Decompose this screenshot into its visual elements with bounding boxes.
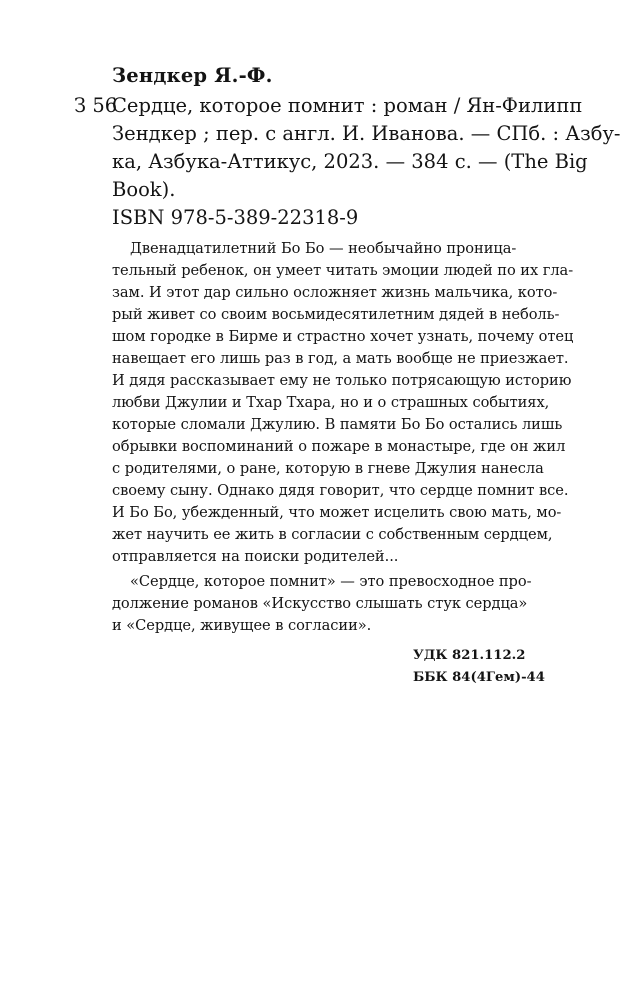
annotation-line: рый живет со своим восьмидесятилетним дядей в неболь- <box>112 306 560 323</box>
annotation-line: должение романов «Искусство слышать стук сердца» <box>112 595 528 612</box>
annotation-line: шом городке в Бирме и страстно хочет узнать, почему отец <box>112 328 574 345</box>
annotation-line: с родителями, о ране, которую в гневе Джулия нанесла <box>112 460 544 477</box>
annotation-line: навещает его лишь раз в год, а мать вообще не приезжает. <box>112 350 569 367</box>
bibliographic-line: ка, Азбука-Аттикус, 2023. — 384 с. — (The Big <box>112 150 588 173</box>
annotation-line: которые сломали Джулию. В памяти Бо Бо остались лишь <box>112 416 563 433</box>
annotation-line: обрывки воспоминаний о пожаре в монастыре, где он жил <box>112 438 566 455</box>
annotation-line: тельный ребенок, он умеет читать эмоции людей по их гла- <box>112 262 574 279</box>
annotation-line: И Бо Бо, убежденный, что может исцелить свою мать, мо- <box>112 504 562 521</box>
bibliographic-line: Book). <box>112 178 176 201</box>
author-mark: З 56 <box>74 94 118 117</box>
isbn: ISBN 978-5-389-22318-9 <box>112 206 359 229</box>
annotation-line: Двенадцатилетний Бо Бо — необычайно проница- <box>130 240 517 257</box>
annotation-line: и «Сердце, живущее в согласии». <box>112 617 372 634</box>
udk-index: УДК 821.112.2 <box>413 648 526 663</box>
annotation-line: «Сердце, которое помнит» — это превосходное про- <box>130 573 532 590</box>
author-heading: Зендкер Я.-Ф. <box>112 64 273 87</box>
bibliographic-line: Сердце, которое помнит : роман / Ян-Филипп <box>112 94 583 117</box>
annotation-line: И дядя рассказывает ему не только потрясающую историю <box>112 372 572 389</box>
annotation-line: отправляется на поиски родителей... <box>112 548 399 565</box>
annotation-line: жет научить ее жить в согласии с собственным сердцем, <box>112 526 553 543</box>
bibliographic-line: Зендкер ; пер. с англ. И. Иванова. — СПб. : Азбу- <box>112 122 621 145</box>
annotation-line: своему сыну. Однако дядя говорит, что сердце помнит все. <box>112 482 569 499</box>
annotation-line: зам. И этот дар сильно осложняет жизнь мальчика, кото- <box>112 284 558 301</box>
bbk-index: ББК 84(4Гем)-44 <box>413 670 545 685</box>
annotation-line: любви Джулии и Тхар Тхара, но и о страшных событиях, <box>112 394 550 411</box>
